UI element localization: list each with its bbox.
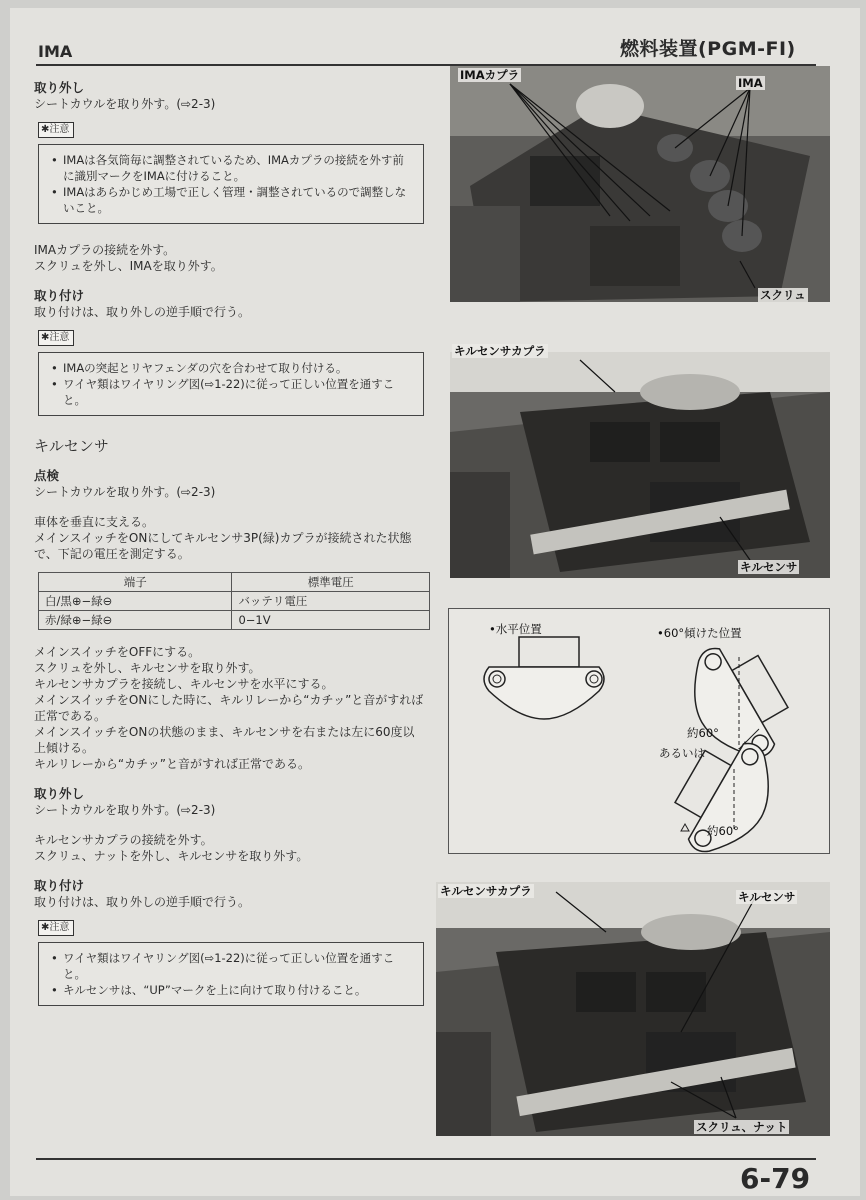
table-row <box>39 592 430 611</box>
step-text: メインスイッチをOFFにする。 <box>34 645 201 659</box>
ks-removal-step1: シートカウルを取り外す。(⇨2-3) <box>34 803 216 817</box>
caution-item: • ワイヤ類はワイヤリング図(⇨1-22)に従って正しい位置を通すこと。 <box>51 950 415 982</box>
label-or: あるいは <box>659 746 705 760</box>
label-tilted: •60°傾けた位置 <box>657 626 742 640</box>
caution-box <box>38 144 424 224</box>
page-number: 6-79 <box>740 1162 811 1195</box>
callout-kill-sensor-coupler: キルセンサカプラ <box>454 344 546 358</box>
table-cell: バッテリ電圧 <box>232 592 430 611</box>
caution-box <box>38 352 424 416</box>
kill-sensor-photo <box>450 352 830 578</box>
ks-install-heading: 取り付け <box>34 878 85 893</box>
ima-removal-step3: スクリュを外し、IMAを取り外す。 <box>34 259 223 273</box>
table-header: 標準電圧 <box>232 573 430 592</box>
caution-label: ✱注意 <box>38 122 74 138</box>
text-column <box>34 70 424 1010</box>
callout-kill-sensor: キルセンサ <box>740 560 798 574</box>
kill-sensor-title: キルセンサ <box>34 437 109 455</box>
caution-label: ✱注意 <box>38 330 74 346</box>
label-angle-1: 約60° <box>687 726 719 740</box>
ima-install-text: 取り付けは、取り外しの逆手順で行う。 <box>34 305 251 319</box>
ks-removal-step3: スクリュ、ナットを外し、キルセンサを取り外す。 <box>34 849 309 863</box>
ima-removal-step1: シートカウルを取り外す。(⇨2-3) <box>34 97 216 111</box>
callout-screw-nut: スクリュ、ナット <box>696 1120 788 1134</box>
step-text: メインスイッチをONにした時に、キルリレーから“カチッ”と音がすれば正常である。 <box>34 693 424 723</box>
callout-ima: IMA <box>738 76 763 90</box>
inspection-step3: メインスイッチをONにしてキルセンサ3P(緑)カプラが接続された状態で、下記の電圧を測定する。 <box>34 531 412 561</box>
caution-item: • IMAの突起とリヤフェンダの穴を合わせて取り付ける。 <box>51 360 415 376</box>
inspection-heading: 点検 <box>34 468 60 483</box>
kill-sensor-photo-2 <box>436 882 830 1136</box>
chapter-title: 燃料装置(PGM-FI) <box>620 38 796 60</box>
footer-rule <box>36 1158 816 1160</box>
ks-removal-step2: キルセンサカプラの接続を外す。 <box>34 833 213 847</box>
caution-item: • IMAはあらかじめ工場で正しく管理・調整されているので調整しないこと。 <box>51 184 415 216</box>
caution-item: • IMAは各気筒毎に調整されているため、IMAカプラの接続を外す前に識別マークをIMAに付けること。 <box>51 152 415 184</box>
callout-ima-coupler: IMAカプラ <box>460 68 520 82</box>
ks-install-text: 取り付けは、取り外しの逆手順で行う。 <box>34 895 251 909</box>
caution-label: ✱注意 <box>38 920 74 936</box>
ima-photo <box>450 66 830 302</box>
table-header: 端子 <box>39 573 232 592</box>
callout-screw: スクリュ <box>760 288 806 302</box>
callout-kill-sensor: キルセンサ <box>738 890 796 904</box>
ima-removal-step2: IMAカプラの接続を外す。 <box>34 243 176 257</box>
step-text: キルリレーから“カチッ”と音がすれば正常である。 <box>34 757 310 771</box>
table-cell: 0−1V <box>232 611 430 630</box>
table-cell: 白/黒⊕−緑⊖ <box>39 592 232 611</box>
caution-icon: ✱ <box>41 124 50 135</box>
ks-removal-heading: 取り外し <box>34 786 85 801</box>
caution-box <box>38 942 424 1006</box>
callout-kill-sensor-coupler: キルセンサカプラ <box>440 884 532 898</box>
table-row <box>39 611 430 630</box>
caution-item: • キルセンサは、“UP”マークを上に向けて取り付けること。 <box>51 982 415 998</box>
ima-install-heading: 取り付け <box>34 288 85 303</box>
voltage-table <box>38 572 430 630</box>
caution-item: • ワイヤ類はワイヤリング図(⇨1-22)に従って正しい位置を通すこと。 <box>51 376 415 408</box>
section-label: IMA <box>38 42 73 61</box>
label-angle-2: 約60° <box>707 824 739 838</box>
label-horizontal: •水平位置 <box>489 622 542 636</box>
caution-icon: ✱ <box>41 922 50 933</box>
caution-icon: ✱ <box>41 332 50 343</box>
table-cell: 赤/緑⊕−緑⊖ <box>39 611 232 630</box>
step-text: スクリュを外し、キルセンサを取り外す。 <box>34 661 261 675</box>
inspection-step2: 車体を垂直に支える。 <box>34 515 155 529</box>
step-text: メインスイッチをONの状態のまま、キルセンサを右または左に60度以上傾ける。 <box>34 725 415 755</box>
ima-removal-heading: 取り外し <box>34 80 85 95</box>
tilt-diagram <box>448 608 830 854</box>
inspection-step1: シートカウルを取り外す。(⇨2-3) <box>34 485 216 499</box>
step-text: キルセンサカプラを接続し、キルセンサを水平にする。 <box>34 677 334 691</box>
